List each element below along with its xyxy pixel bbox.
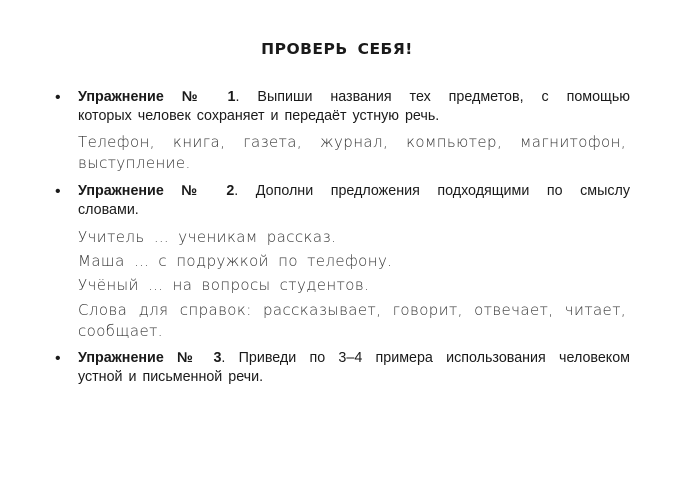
exercise-3-text: . Приведи по 3–4 примера использования человеком <box>221 350 630 366</box>
bullet-icon: • <box>55 183 61 200</box>
exercise-3-label: Упражнение № 3 <box>78 350 222 366</box>
exercise-1-text: . Выпиши названия тех предметов, с помощью <box>235 89 630 105</box>
exercise-1 <box>55 88 630 126</box>
exercise-2 <box>55 182 630 220</box>
exercise-3-task-line-2: устной и письменной речи. <box>78 369 264 385</box>
exercise-3-task-line-1 <box>78 349 630 368</box>
exercise-1-answer-line-2: выступление. <box>78 154 191 172</box>
exercise-2-answer-line-1: Учитель … ученикам рассказ. <box>78 228 337 246</box>
exercise-3 <box>55 349 630 387</box>
page-title: ПРОВЕРЬ СЕБЯ! <box>261 40 413 58</box>
exercise-1-task-line-2: которых человек сохраняет и передаёт устную речь. <box>78 108 440 124</box>
exercise-2-text: . Дополни предложения подходящими по смыслу <box>234 183 630 199</box>
exercise-2-answer-line-5: сообщает. <box>78 322 163 340</box>
exercise-1-answer-line-1: Телефон, книга, газета, журнал, компьютер, магнитофон, <box>78 133 626 151</box>
exercise-1-label: Упражнение № 1 <box>78 89 236 105</box>
exercise-2-answer-line-3: Учёный … на вопросы студентов. <box>78 276 370 294</box>
exercise-2-task-line-2: словами. <box>78 202 139 218</box>
bullet-icon: • <box>55 89 61 106</box>
exercise-1-task-line-1 <box>78 88 630 107</box>
exercise-2-task-line-1 <box>78 182 630 201</box>
bullet-icon: • <box>55 350 61 367</box>
exercise-2-label: Упражнение № 2 <box>78 183 235 199</box>
exercise-2-answer-line-4: Слова для справок: рассказывает, говорит, отвечает, читает, <box>78 301 626 319</box>
exercise-2-answer-line-2: Маша … с подружкой по телефону. <box>78 252 393 270</box>
